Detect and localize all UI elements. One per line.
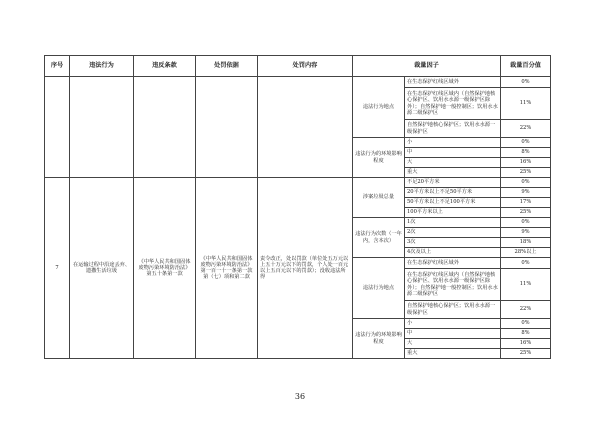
seq-cell <box>45 77 70 178</box>
factor-percent: 25% <box>501 208 551 218</box>
factor-item: 大 <box>405 158 501 168</box>
factor-item: 在生态保护红线区域外 <box>405 77 501 88</box>
header-penalty: 处罚内容 <box>258 56 353 77</box>
factor-percent: 11% <box>501 88 551 120</box>
factor-item: 小 <box>405 319 501 329</box>
article-cell <box>134 77 196 178</box>
factor-item: 在生态保护红线区域外 <box>405 258 501 269</box>
factor-category: 违法行为的环境影响程度 <box>353 138 405 178</box>
factor-item: 20平方米以上不足50平方米 <box>405 188 501 198</box>
basis-cell: 《中华人民共和国固体废物污染环境防治法》第一百一十一条第一款第（七）项和第二款 <box>196 178 258 359</box>
factor-item: 中 <box>405 148 501 158</box>
factor-percent: 0% <box>501 77 551 88</box>
factor-item: 在生态保护红线区域内（自然保护地核心保护区、饮用水水源一级保护区除外）；自然保护地一般控制区；饮用水水源二级保护区 <box>405 88 501 120</box>
factor-item: 3次 <box>405 238 501 248</box>
behavior-cell: 在运输过程中沿途丢弃、遗撒生活垃圾 <box>70 178 134 359</box>
factor-category: 违法行为的环境影响程度 <box>353 319 405 359</box>
header-row <box>45 56 551 77</box>
factor-item: 50平方米以上不足100平方米 <box>405 198 501 208</box>
penalty-cell <box>258 77 353 178</box>
table-row <box>45 178 551 188</box>
factor-item: 重大 <box>405 168 501 178</box>
header-behavior: 违法行为 <box>70 56 134 77</box>
factor-item: 1次 <box>405 218 501 228</box>
factor-item: 中 <box>405 329 501 339</box>
factor-percent: 8% <box>501 148 551 158</box>
table-row <box>45 77 551 88</box>
penalty-cell: 责令改正，处以罚款（单位处五万元以上五十万元以下的罚款，个人处一百元以上五百元以下的罚款）；没收违法所得 <box>258 178 353 359</box>
factor-percent: 22% <box>501 301 551 319</box>
factor-item: 4次及以上 <box>405 248 501 258</box>
factor-percent: 0% <box>501 138 551 148</box>
factor-item: 大 <box>405 339 501 349</box>
factor-percent: 17% <box>501 198 551 208</box>
behavior-cell <box>70 77 134 178</box>
header-basis: 处罚依据 <box>196 56 258 77</box>
factor-percent: 11% <box>501 269 551 301</box>
factor-percent: 16% <box>501 158 551 168</box>
factor-percent: 25% <box>501 349 551 359</box>
factor-percent: 9% <box>501 188 551 198</box>
factor-item: 在生态保护红线区域内（自然保护地核心保护区、饮用水水源一级保护区除外）；自然保护地一般控制区；饮用水水源二级保护区 <box>405 269 501 301</box>
factor-percent: 0% <box>501 319 551 329</box>
page-number: 36 <box>294 392 306 401</box>
factor-percent: 16% <box>501 339 551 349</box>
seq-cell: 7 <box>45 178 70 359</box>
header-percent: 裁量百分值 <box>501 56 551 77</box>
factor-category: 违法行为地点 <box>353 77 405 138</box>
header-article: 违反条款 <box>134 56 196 77</box>
basis-cell <box>196 77 258 178</box>
factor-percent: 0% <box>501 218 551 228</box>
factor-percent: 0% <box>501 178 551 188</box>
factor-item: 重大 <box>405 349 501 359</box>
factor-percent: 0% <box>501 258 551 269</box>
factor-item: 自然保护地核心保护区；饮用水水源一级保护区 <box>405 120 501 138</box>
factor-percent: 9% <box>501 228 551 238</box>
penalty-table <box>44 55 551 359</box>
header-seq: 序号 <box>45 56 70 77</box>
article-cell: 《中华人民共和国固体废物污染环境防治法》第五十条第一款 <box>134 178 196 359</box>
factor-percent: 28%以上 <box>501 248 551 258</box>
factor-item: 100平方米以上 <box>405 208 501 218</box>
factor-item: 不足20平方米 <box>405 178 501 188</box>
factor-percent: 18% <box>501 238 551 248</box>
factor-item: 小 <box>405 138 501 148</box>
factor-category: 涉案垃圾总量 <box>353 178 405 218</box>
factor-item: 自然保护地核心保护区；饮用水水源一级保护区 <box>405 301 501 319</box>
factor-category: 违法行为地点 <box>353 258 405 319</box>
factor-percent: 8% <box>501 329 551 339</box>
penalty-table-sheet <box>44 55 550 359</box>
factor-percent: 22% <box>501 120 551 138</box>
factor-percent: 25% <box>501 168 551 178</box>
factor-category: 违法行为次数（一年内，含本次） <box>353 218 405 258</box>
header-factor: 裁量因子 <box>353 56 501 77</box>
factor-item: 2次 <box>405 228 501 238</box>
